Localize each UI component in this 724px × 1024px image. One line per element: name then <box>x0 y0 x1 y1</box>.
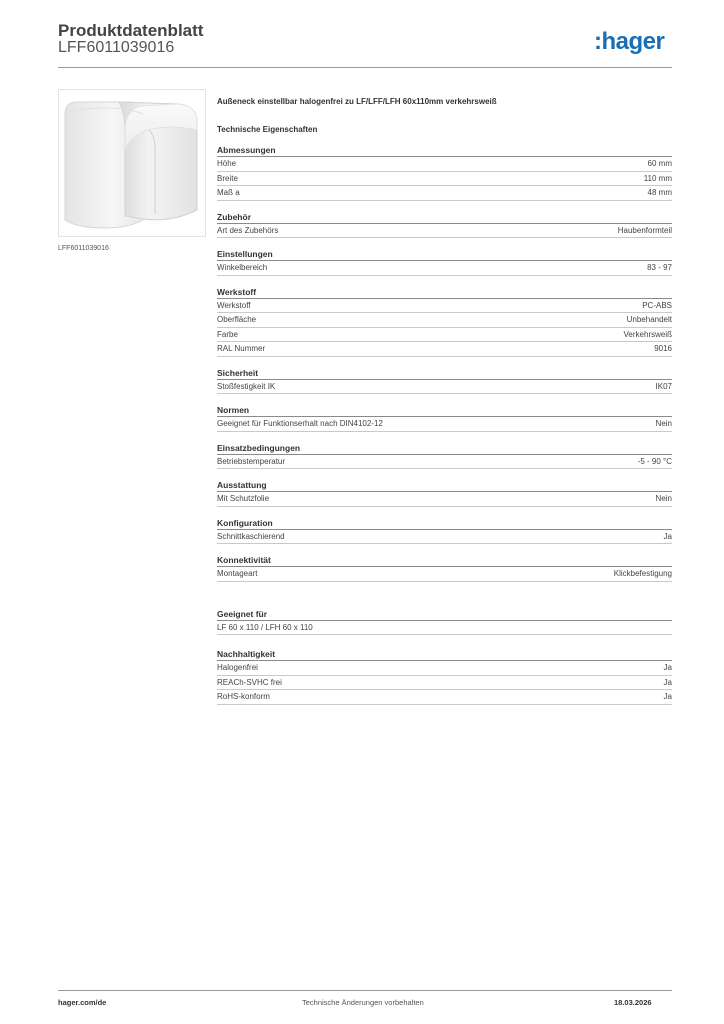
footer-note: Technische Änderungen vorbehalten <box>302 998 424 1007</box>
property-label: Oberfläche <box>217 315 257 324</box>
property-label: Breite <box>217 173 238 183</box>
property-label: Geeignet für Funktionserhalt nach DIN4102-12 <box>217 419 383 428</box>
property-row <box>217 492 672 507</box>
property-label: Betriebstemperatur <box>217 456 286 466</box>
property-row <box>217 172 672 187</box>
article-number: LFF6011039016 <box>58 39 175 56</box>
property-row <box>217 261 672 276</box>
property-group <box>217 404 672 432</box>
property-group <box>217 648 672 705</box>
property-label: LF 60 x 110 / LFH 60 x 110 <box>217 622 313 632</box>
property-label: Art des Zubehörs <box>217 225 279 235</box>
group-title: Normen <box>217 404 672 417</box>
property-value: -5 - 90 °C <box>637 456 672 466</box>
property-value: Nein <box>655 419 672 428</box>
product-photo-icon <box>59 90 205 236</box>
group-title: Abmessungen <box>217 144 672 157</box>
property-value: PC-ABS <box>642 300 672 310</box>
property-group <box>217 608 672 636</box>
product-details <box>217 96 672 705</box>
property-row <box>217 621 672 636</box>
property-row <box>217 567 672 582</box>
property-row <box>217 676 672 691</box>
group-title: Geeignet für <box>217 608 672 621</box>
property-value: 48 mm <box>647 188 672 197</box>
property-row <box>217 299 672 314</box>
property-value: Haubenformteil <box>617 225 672 235</box>
property-group <box>217 517 672 545</box>
property-label: RoHS-konform <box>217 692 270 701</box>
property-row <box>217 157 672 172</box>
property-row <box>217 186 672 201</box>
property-group <box>217 442 672 470</box>
logo-text: hager <box>601 28 665 55</box>
product-title: Außeneck einstellbar halogenfrei zu LF/LFF/LFH 60x110mm verkehrsweiß <box>217 97 497 106</box>
product-image <box>58 89 206 237</box>
property-value: IK07 <box>655 381 672 391</box>
property-value: Verkehrsweiß <box>623 329 672 339</box>
property-label: Schnittkaschierend <box>217 531 285 541</box>
property-row <box>217 530 672 545</box>
footer-website: hager.com/de <box>58 998 107 1007</box>
group-title: Konfiguration <box>217 517 672 530</box>
property-row <box>217 380 672 395</box>
property-group <box>217 479 672 507</box>
property-label: REACh-SVHC frei <box>217 677 282 687</box>
image-caption: LFF6011039016 <box>58 245 109 252</box>
technical-properties-heading: Technische Eigenschaften <box>217 125 318 134</box>
property-label: Werkstoff <box>217 300 251 310</box>
property-label: Farbe <box>217 329 238 339</box>
property-group <box>217 211 672 239</box>
document-title: Produktdatenblatt <box>58 21 204 40</box>
property-value: Ja <box>663 531 672 541</box>
property-value: Klickbefestigung <box>613 569 672 578</box>
property-row <box>217 342 672 357</box>
property-group <box>217 367 672 395</box>
property-row <box>217 661 672 676</box>
property-value: 83 - 97 <box>647 263 672 272</box>
property-label: Stoßfestigkeit IK <box>217 381 276 391</box>
property-value: Ja <box>663 663 672 672</box>
property-label: RAL Nummer <box>217 344 266 353</box>
property-value: Unbehandelt <box>626 315 672 324</box>
property-value: 110 mm <box>643 173 672 183</box>
footer-date: 18.03.2026 <box>614 998 652 1007</box>
property-groups <box>217 144 672 705</box>
property-value: 60 mm <box>647 159 672 168</box>
property-row <box>217 455 672 470</box>
footer-divider <box>58 990 672 991</box>
property-label: Winkelbereich <box>217 263 268 272</box>
property-group <box>217 286 672 357</box>
property-row <box>217 417 672 432</box>
group-title: Konnektivität <box>217 554 672 567</box>
property-value: Nein <box>655 494 672 503</box>
group-title: Einsatzbedingungen <box>217 442 672 455</box>
group-title: Zubehör <box>217 211 672 224</box>
property-row <box>217 224 672 239</box>
property-group <box>217 554 672 582</box>
property-value: Ja <box>663 677 672 687</box>
group-title: Einstellungen <box>217 248 672 261</box>
property-label: Halogenfrei <box>217 663 258 672</box>
group-title: Sicherheit <box>217 367 672 380</box>
header-divider <box>58 67 672 68</box>
property-group <box>217 144 672 201</box>
group-title: Nachhaltigkeit <box>217 648 672 661</box>
property-row <box>217 328 672 343</box>
property-row <box>217 313 672 328</box>
group-title: Werkstoff <box>217 286 672 299</box>
property-row <box>217 690 672 705</box>
property-label: Mit Schutzfolie <box>217 494 270 503</box>
property-group <box>217 248 672 276</box>
property-value: Ja <box>663 692 672 701</box>
property-label: Maß a <box>217 188 240 197</box>
hager-logo: :hager <box>594 28 665 55</box>
property-label: Montageart <box>217 569 258 578</box>
property-label: Höhe <box>217 159 237 168</box>
group-title: Ausstattung <box>217 479 672 492</box>
property-value: 9016 <box>654 344 672 353</box>
